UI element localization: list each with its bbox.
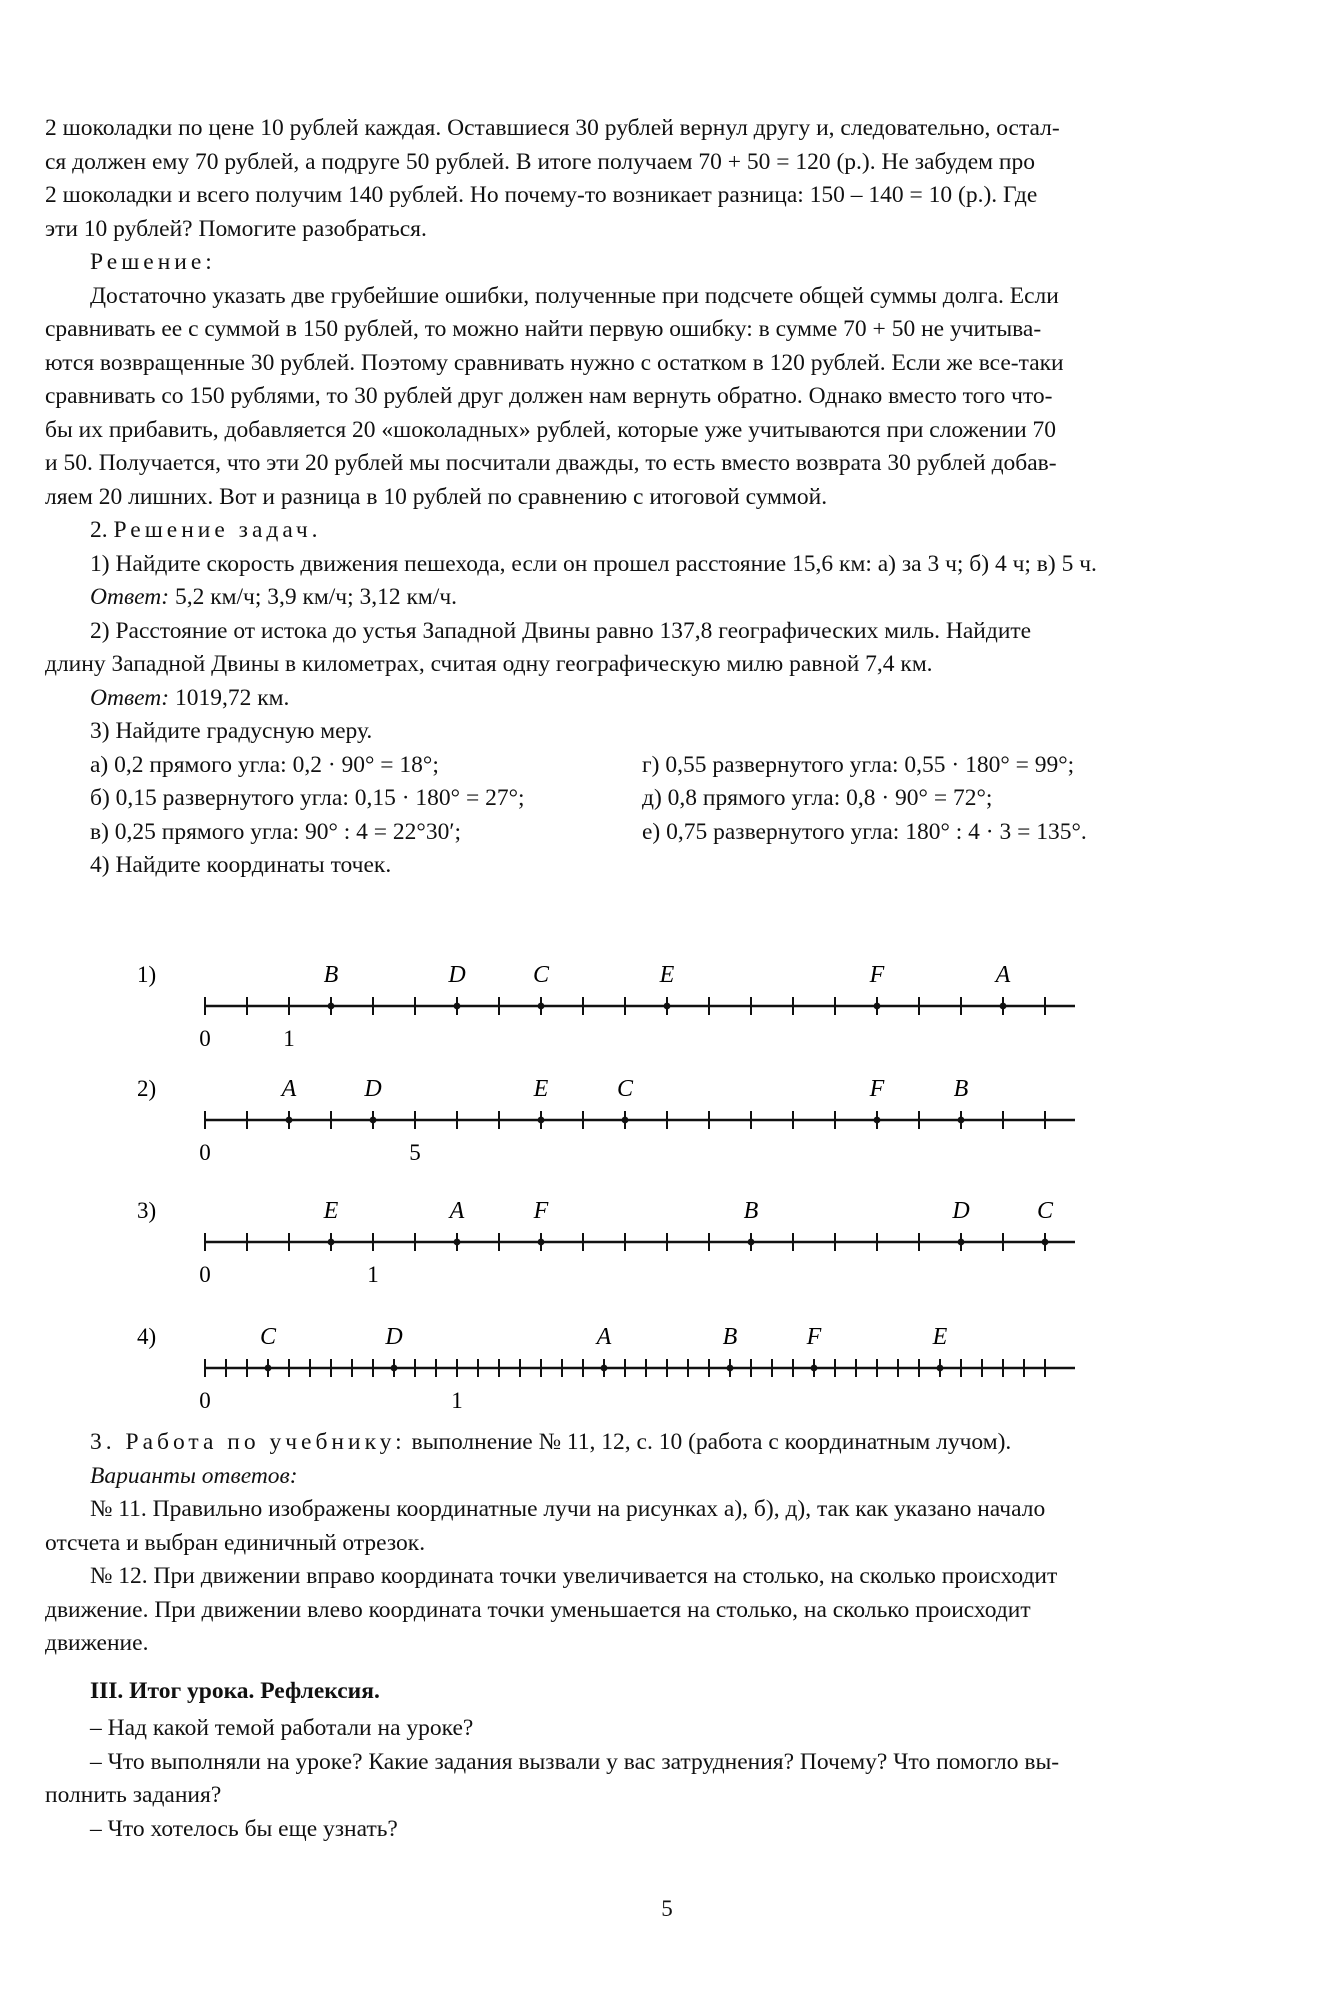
task-2-line: длину Западной Двины в километрах, считая одну географическую милю равной 7,4 км. xyxy=(45,651,933,677)
answer-value: 1019,72 км. xyxy=(169,684,290,711)
point-label: B xyxy=(722,1324,738,1350)
answer-value: 5,2 км/ч; 3,9 км/ч; 3,12 км/ч. xyxy=(169,584,458,610)
point-marker xyxy=(874,1003,881,1010)
point-marker xyxy=(370,1117,377,1124)
solution-line: и 50. Получается, что эти 20 рублей мы посчитали дважды, то есть вместо возврата 30 рублей добав- xyxy=(45,450,1057,476)
point-marker xyxy=(286,1117,293,1124)
point-label: C xyxy=(616,1076,634,1102)
coordinate-label: 0 xyxy=(199,1140,211,1165)
section-2-heading xyxy=(45,514,1215,548)
point-label: E xyxy=(533,1076,549,1102)
number-lines-figure xyxy=(0,940,1334,1420)
point-marker xyxy=(811,1365,818,1372)
section-2-number: 2. xyxy=(90,517,108,543)
point-marker xyxy=(664,1003,671,1010)
task-2-answer xyxy=(45,682,1215,716)
solution-line: Достаточно указать две грубейшие ошибки, полученные при подсчете общей суммы долга. Если xyxy=(90,282,1059,309)
point-marker xyxy=(622,1117,629,1124)
task-3-item: в) 0,25 прямого угла: 90° : 4 = 22°30′; xyxy=(90,818,461,845)
task-3-item: г) 0,55 развернутого угла: 0,55 · 180° = 99°; xyxy=(642,751,1075,778)
answer-11-line: отсчета и выбран единичный отрезок. xyxy=(45,1529,426,1556)
point-label: F xyxy=(533,1198,549,1224)
task-3-text: 3) Найдите градусную меру. xyxy=(90,718,373,744)
intro-line: эти 10 рублей? Помогите разобраться. xyxy=(45,215,427,242)
coordinate-label: 0 xyxy=(199,1388,211,1413)
solution-line: сравнивать ее с суммой в 150 рублей, то можно найти первую ошибку: в сумме 70 + 50 не учитыва- xyxy=(45,316,1042,342)
point-marker xyxy=(748,1239,755,1246)
summary-question: – Что хотелось бы еще узнать? xyxy=(90,1815,398,1842)
task-3-item: а) 0,2 прямого угла: 0,2 · 90° = 18°; xyxy=(90,751,439,778)
point-label: E xyxy=(932,1324,948,1350)
point-marker xyxy=(454,1003,461,1010)
task-1-text: 1) Найдите скорость движения пешехода, если он прошел расстояние 15,6 км: а) за 3 ч; б) 4 ч; в) 5 ч. xyxy=(90,550,1097,577)
point-marker xyxy=(328,1003,335,1010)
lower-text xyxy=(45,1426,1215,1846)
summary-question: полнить задания? xyxy=(45,1782,222,1808)
point-label: F xyxy=(869,1076,885,1102)
summary-heading: III. Итог урока. Рефлексия. xyxy=(90,1677,380,1704)
point-marker xyxy=(538,1239,545,1246)
point-label: C xyxy=(532,962,550,988)
answer-12-line: № 12. При движении вправо координата точки увеличивается на столько, на сколько происходит xyxy=(90,1563,1058,1589)
point-marker xyxy=(265,1365,272,1372)
point-label: D xyxy=(952,1198,970,1224)
point-label: B xyxy=(323,962,339,988)
point-label: C xyxy=(1036,1198,1054,1224)
point-marker xyxy=(391,1365,398,1372)
point-label: A xyxy=(995,962,1011,988)
section-2-title: Решение задач. xyxy=(113,517,322,543)
point-marker xyxy=(937,1365,944,1372)
point-marker xyxy=(601,1365,608,1372)
point-marker xyxy=(1042,1239,1049,1246)
point-marker xyxy=(328,1239,335,1246)
task-3-item: д) 0,8 прямого угла: 0,8 · 90° = 72°; xyxy=(642,785,993,811)
solution-line: сравнивать со 150 рублями, то 30 рублей друг должен нам вернуть обратно. Однако вместо того что- xyxy=(45,383,1053,409)
summary-question: – Над какой темой работали на уроке? xyxy=(90,1715,474,1741)
task-2-line: 2) Расстояние от истока до устья Западной Двины равно 137,8 географических миль. Найдите xyxy=(90,617,1032,644)
point-label: A xyxy=(449,1198,465,1224)
solution-line: ляем 20 лишних. Вот и разница в 10 рублей по сравнению с итоговой суммой. xyxy=(45,483,828,510)
coordinate-label: 0 xyxy=(199,1262,211,1287)
point-label: E xyxy=(659,962,675,988)
number-line-label: 4) xyxy=(137,1324,157,1349)
solution-line: бы их прибавить, добавляется 20 «шоколадных» рублей, которые уже учитываются при сложении 70 xyxy=(45,416,1057,443)
answer-11-line: № 11. Правильно изображены координатные лучи на рисунках а), б), д), так как указано начало xyxy=(90,1496,1046,1522)
answer-12-line: движение. xyxy=(45,1630,149,1656)
solution-line: ются возвращенные 30 рублей. Поэтому сравнивать нужно с остатком в 120 рублей. Если же все-таки xyxy=(45,349,1064,376)
point-label: F xyxy=(869,962,885,988)
task-3-row xyxy=(45,782,1215,816)
answer-label: Ответ: xyxy=(90,584,170,610)
point-label: A xyxy=(596,1324,612,1350)
point-marker xyxy=(874,1117,881,1124)
point-label: D xyxy=(448,962,466,988)
point-marker xyxy=(727,1365,734,1372)
section-3-heading-rest: выполнение № 11, 12, с. 10 (работа с координатным лучом). xyxy=(405,1429,1012,1455)
point-marker xyxy=(538,1117,545,1124)
task-3-item: б) 0,15 развернутого угла: 0,15 · 180° = 27°; xyxy=(90,785,525,811)
point-label: B xyxy=(743,1198,759,1224)
section-3-heading xyxy=(45,1426,1215,1460)
point-label: E xyxy=(323,1198,339,1224)
intro-line: 2 шоколадки и всего получим 140 рублей. Но почему-то возникает разница: 150 – 140 = 10 (р.). Где xyxy=(45,182,1038,208)
point-marker xyxy=(958,1117,965,1124)
coordinate-label: 1 xyxy=(451,1388,463,1413)
coordinate-label: 1 xyxy=(367,1262,379,1287)
task-1-answer xyxy=(45,581,1215,615)
point-marker xyxy=(538,1003,545,1010)
variants-label: Варианты ответов: xyxy=(90,1462,298,1489)
task-3-row xyxy=(45,816,1215,850)
point-label: D xyxy=(364,1076,382,1102)
page-number: 5 xyxy=(661,1896,673,1921)
coordinate-label: 5 xyxy=(409,1140,421,1165)
point-label: B xyxy=(953,1076,969,1102)
coordinate-label: 1 xyxy=(283,1026,295,1051)
intro-line: 2 шоколадки по цене 10 рублей каждая. Оставшиеся 30 рублей вернул другу и, следовательно, остал- xyxy=(45,115,1060,141)
section-3-heading-spaced: 3. Работа по учебнику: xyxy=(90,1429,406,1455)
summary-question: – Что выполняли на уроке? Какие задания вызвали у вас затруднения? Почему? Что помогло вы- xyxy=(90,1748,1060,1775)
intro-line: ся должен ему 70 рублей, а подруге 50 рублей. В итоге получаем 70 + 50 = 120 (р.). Не забудем про xyxy=(45,148,1036,175)
point-label: D xyxy=(385,1324,403,1350)
point-label: A xyxy=(281,1076,297,1102)
coordinate-label: 0 xyxy=(199,1026,211,1051)
task-3-row xyxy=(45,749,1215,783)
number-line-label: 3) xyxy=(137,1198,157,1223)
point-marker xyxy=(958,1239,965,1246)
point-marker xyxy=(454,1239,461,1246)
point-marker xyxy=(1000,1003,1007,1010)
answer-label: Ответ: xyxy=(90,684,170,711)
point-label: F xyxy=(806,1324,822,1350)
number-line-label: 1) xyxy=(137,962,157,987)
number-line-label: 2) xyxy=(137,1076,157,1101)
answer-12-line: движение. При движении влево координата точки уменьшается на столько, на сколько происходит xyxy=(45,1596,1031,1623)
solution-heading: Решение: xyxy=(90,249,216,275)
task-4-text: 4) Найдите координаты точек. xyxy=(90,852,392,878)
task-3-item: е) 0,75 развернутого угла: 180° : 4 · 3 = 135°. xyxy=(642,818,1087,845)
upper-text xyxy=(45,112,1215,883)
point-label: C xyxy=(259,1324,277,1350)
